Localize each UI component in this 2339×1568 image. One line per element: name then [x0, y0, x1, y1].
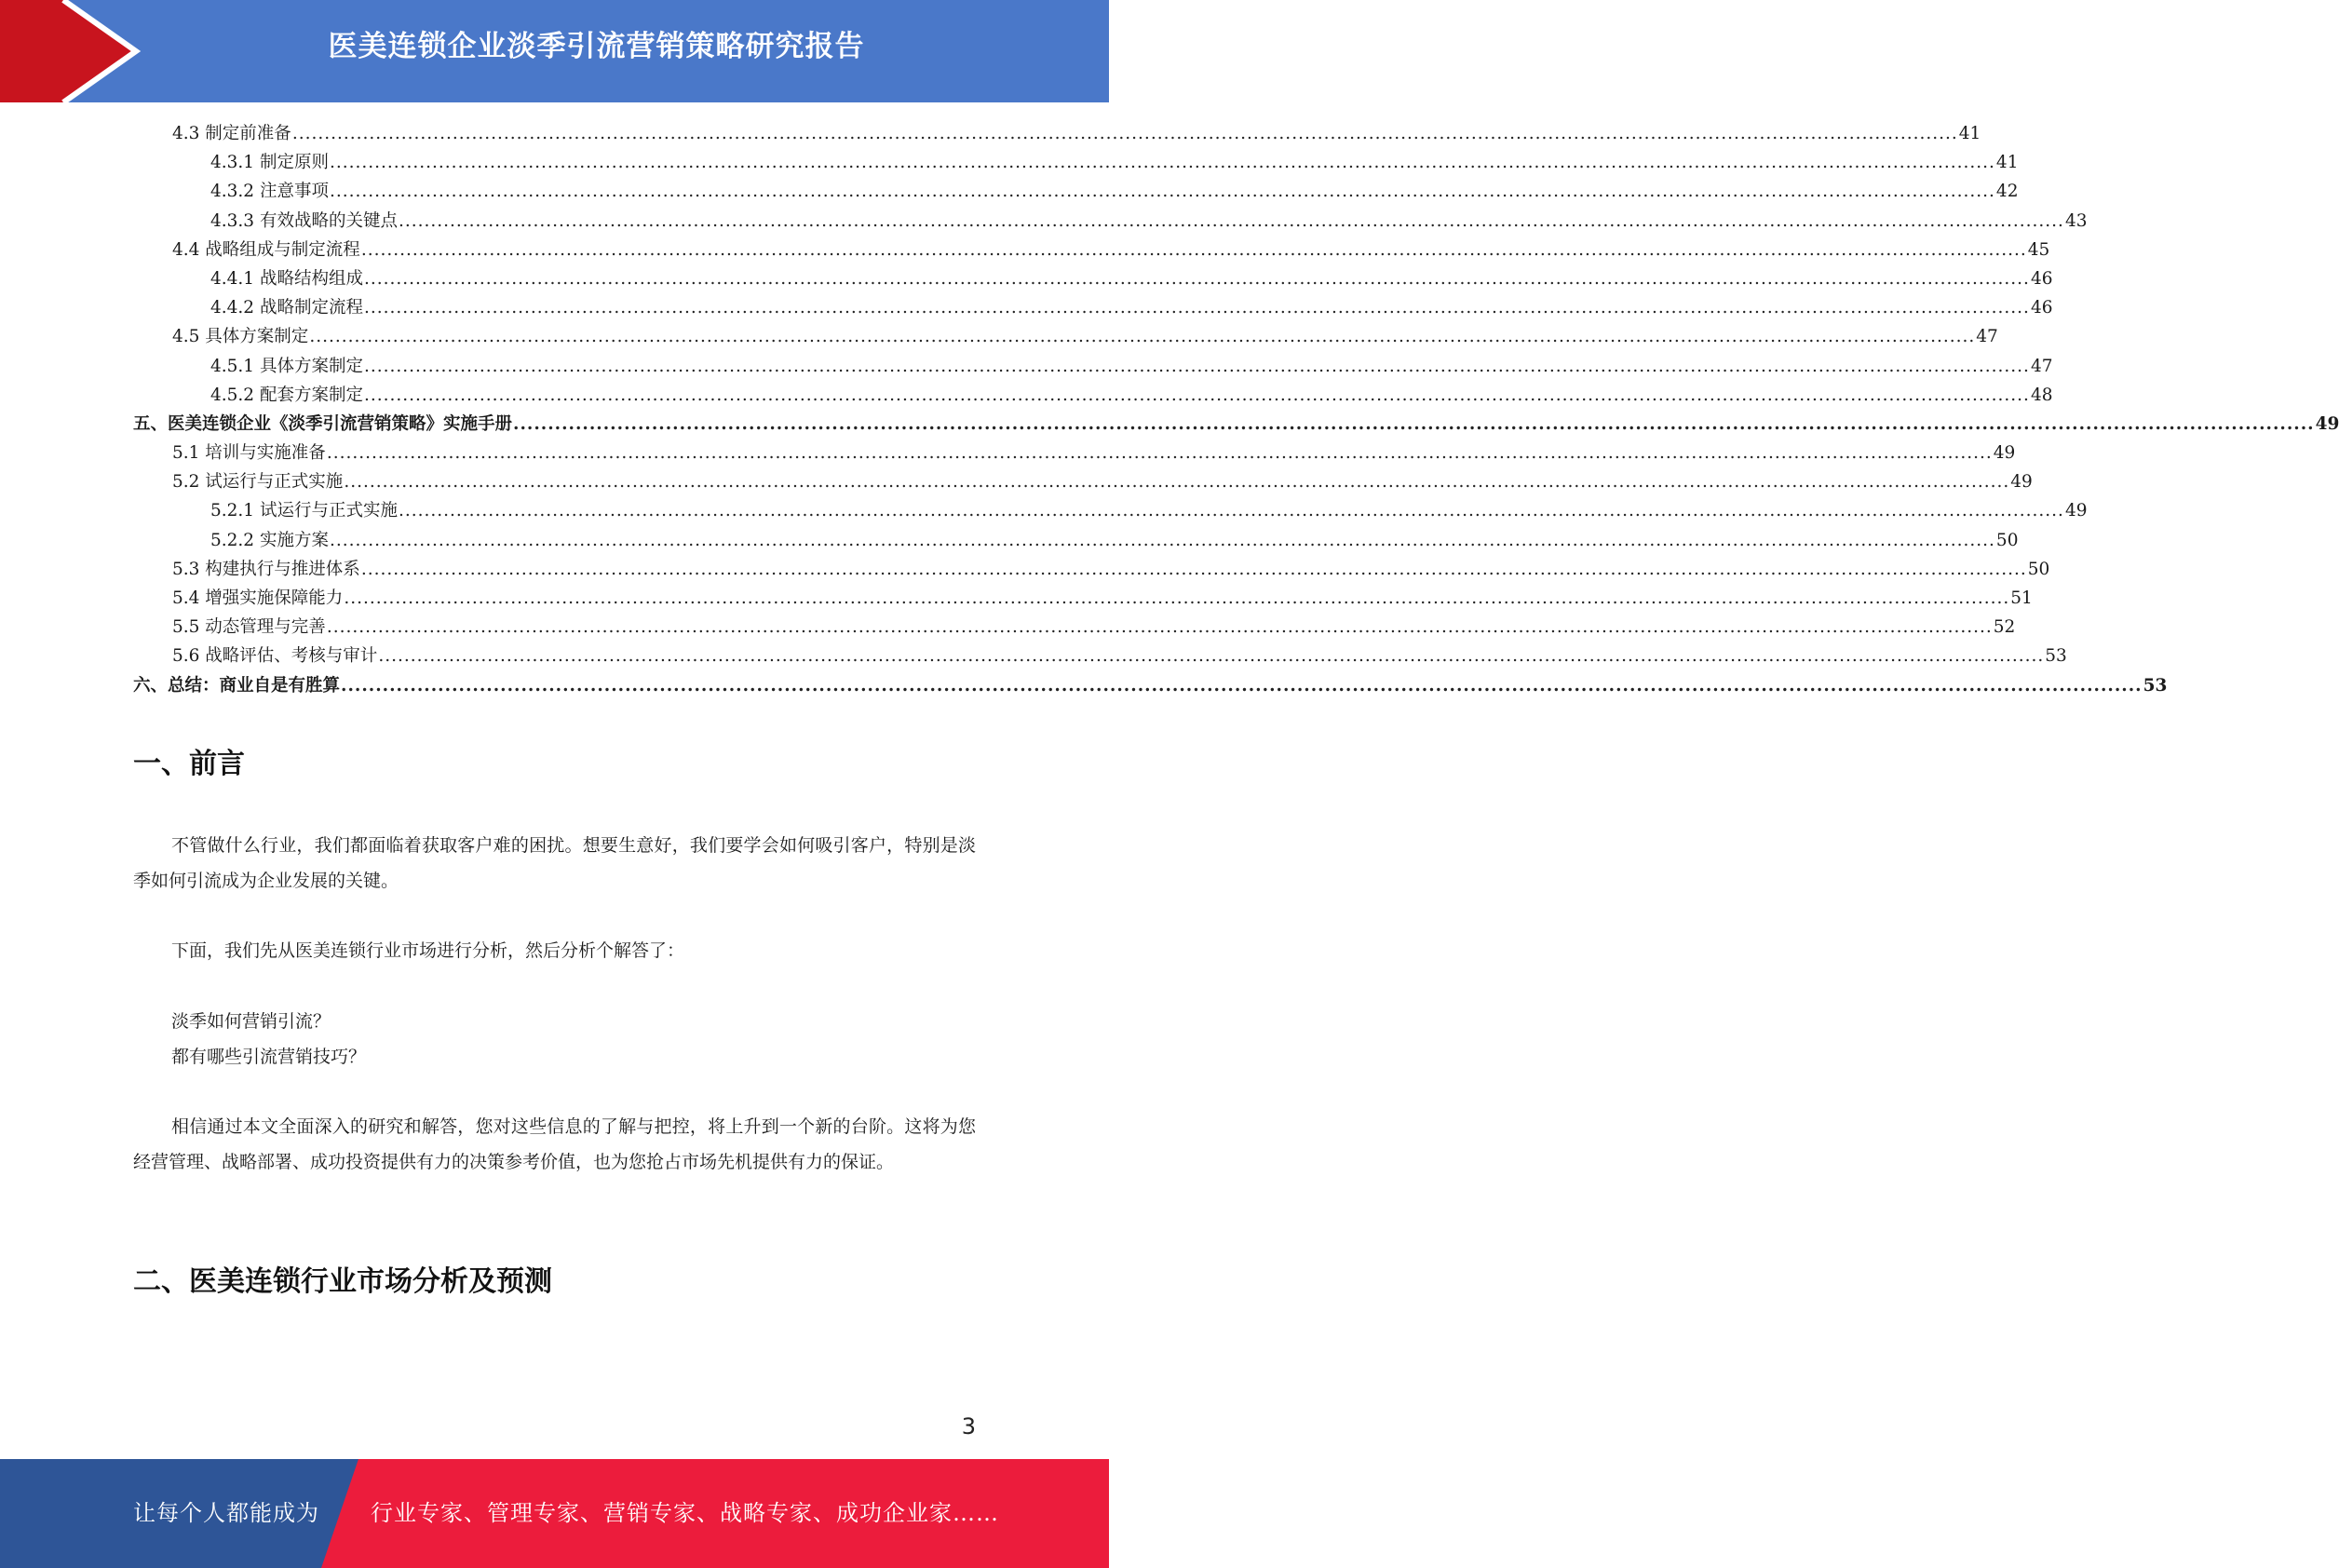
- toc-dot-leader: ....................................................................................................................................................................................................................................................................: [378, 646, 2045, 667]
- toc-dot-leader: ....................................................................................................................................................................................................................................................................: [398, 210, 2064, 231]
- toc-entry-page: 46: [2030, 268, 2053, 289]
- question-item: 淡季如何营销引流？: [171, 1011, 331, 1032]
- toc-entry-label: 5.4 增强实施保障能力: [172, 588, 344, 608]
- toc-entry-label: 4.3.2 注意事项: [210, 182, 329, 202]
- paragraph: 下面，我们先从医美连锁行业市场进行分析，然后分析个解答了：: [171, 940, 685, 961]
- toc-entry-label: 5.3 构建执行与推进体系: [172, 559, 360, 579]
- table-of-contents: [133, 119, 2339, 700]
- toc-dot-leader: ....................................................................................................................................................................................................................................................................: [326, 617, 1993, 638]
- toc-entry-page: 49: [1993, 443, 2016, 464]
- toc-entry[interactable]: [133, 322, 1998, 351]
- toc-entry-label: 4.5.1 具体方案制定: [210, 356, 363, 376]
- toc-entry-page: 53: [2045, 646, 2067, 667]
- toc-entry-label: 4.4 战略组成与制定流程: [172, 239, 360, 260]
- toc-entry-page: 50: [2027, 559, 2050, 579]
- toc-entry[interactable]: [133, 381, 2053, 410]
- toc-entry[interactable]: [133, 236, 2050, 264]
- toc-entry[interactable]: [133, 671, 2168, 700]
- toc-entry-label: 4.4.1 战略结构组成: [210, 268, 363, 289]
- toc-dot-leader: ....................................................................................................................................................................................................................................................................: [329, 153, 1995, 173]
- toc-entry-label: 4.3 制定前准备: [172, 124, 291, 143]
- toc-entry[interactable]: [133, 293, 2053, 322]
- toc-entry[interactable]: [133, 352, 2053, 381]
- toc-entry[interactable]: [133, 467, 2033, 496]
- page-header: [0, 0, 1109, 102]
- toc-entry[interactable]: [133, 410, 2339, 439]
- paragraph: 不管做什么行业，我们都面临着获取客户难的困扰。想要生意好，我们要学会如何吸引客户，特别是淡季如何引流成为企业发展的关键。: [133, 835, 976, 891]
- toc-entry-page: 48: [2030, 385, 2053, 405]
- toc-dot-leader: ....................................................................................................................................................................................................................................................................: [329, 530, 1995, 550]
- toc-entry[interactable]: [133, 264, 2053, 293]
- toc-entry[interactable]: [133, 207, 2088, 236]
- toc-entry-label: 5.1 培训与实施准备: [172, 443, 326, 464]
- toc-dot-leader: ....................................................................................................................................................................................................................................................................: [363, 356, 2030, 376]
- toc-entry-page: 43: [2064, 210, 2088, 231]
- toc-entry[interactable]: [133, 177, 2019, 206]
- toc-entry-label: 4.5 具体方案制定: [172, 327, 309, 347]
- toc-entry[interactable]: [133, 526, 2019, 555]
- report-title: 医美连锁企业淡季引流营销策略研究报告: [328, 30, 865, 63]
- toc-entry-label: 5.2.2 实施方案: [210, 530, 329, 550]
- toc-dot-leader: ....................................................................................................................................................................................................................................................................: [513, 413, 2315, 434]
- toc-entry[interactable]: [133, 148, 2019, 177]
- toc-entry-page: 41: [1995, 153, 2019, 173]
- section-heading-market-analysis: 二、医美连锁行业市场分析及预测: [133, 1265, 552, 1298]
- toc-dot-leader: ....................................................................................................................................................................................................................................................................: [344, 588, 2010, 608]
- page-number: 3: [961, 1413, 976, 1440]
- toc-entry-label: 4.3.1 制定原则: [210, 153, 329, 173]
- toc-entry-page: 49: [2064, 501, 2088, 521]
- toc-entry[interactable]: [133, 642, 2067, 670]
- toc-entry-page: 51: [2010, 588, 2033, 608]
- toc-entry-page: 52: [1993, 617, 2016, 638]
- toc-entry-label: 六、总结：商业自是有胜算: [133, 675, 341, 696]
- toc-entry-label: 五、医美连锁企业《淡季引流营销策略》实施手册: [133, 413, 513, 434]
- toc-dot-leader: ....................................................................................................................................................................................................................................................................: [398, 501, 2064, 521]
- toc-entry-page: 50: [1995, 530, 2019, 550]
- toc-entry-label: 5.6 战略评估、考核与审计: [172, 646, 378, 667]
- toc-entry-page: 41: [1958, 124, 1981, 143]
- toc-entry[interactable]: [133, 584, 2033, 613]
- footer-slogan-left: 让每个人都能成为: [133, 1500, 319, 1526]
- toc-dot-leader: ....................................................................................................................................................................................................................................................................: [291, 124, 1958, 143]
- toc-entry-label: 4.5.2 配套方案制定: [210, 385, 363, 405]
- toc-entry[interactable]: [133, 119, 1981, 148]
- toc-entry-page: 49: [2010, 472, 2033, 493]
- toc-dot-leader: ....................................................................................................................................................................................................................................................................: [363, 385, 2030, 405]
- section-heading-preface: 一、前言: [133, 748, 245, 780]
- toc-entry-page: 49: [2315, 413, 2339, 434]
- toc-entry[interactable]: [133, 439, 2016, 467]
- toc-entry[interactable]: [133, 613, 2016, 642]
- toc-entry-label: 5.2.1 试运行与正式实施: [210, 501, 398, 521]
- toc-entry-label: 5.2 试运行与正式实施: [172, 472, 344, 493]
- toc-dot-leader: ....................................................................................................................................................................................................................................................................: [363, 298, 2030, 318]
- red-chevron-logo: [0, 0, 140, 102]
- toc-entry-page: 46: [2030, 298, 2053, 318]
- toc-entry-page: 47: [2030, 356, 2053, 376]
- toc-dot-leader: ....................................................................................................................................................................................................................................................................: [363, 268, 2030, 289]
- toc-dot-leader: ....................................................................................................................................................................................................................................................................: [341, 675, 2143, 696]
- toc-entry-page: 45: [2027, 239, 2050, 260]
- toc-dot-leader: ....................................................................................................................................................................................................................................................................: [326, 443, 1993, 464]
- toc-entry-label: 4.4.2 战略制定流程: [210, 298, 363, 318]
- toc-entry[interactable]: [133, 555, 2050, 584]
- paragraph: 相信通过本文全面深入的研究和解答，您对这些信息的了解与把控，将上升到一个新的台阶。这将为您经营管理、战略部署、成功投资提供有力的决策参考价值，也为您抢占市场先机提供有力的保证。: [133, 1116, 976, 1172]
- toc-entry-page: 42: [1995, 182, 2019, 202]
- toc-dot-leader: ....................................................................................................................................................................................................................................................................: [329, 182, 1995, 202]
- footer-slogan-right: 行业专家、管理专家、营销专家、战略专家、成功企业家……: [371, 1500, 999, 1526]
- toc-entry-label: 5.5 动态管理与完善: [172, 617, 326, 638]
- toc-dot-leader: ....................................................................................................................................................................................................................................................................: [360, 559, 2027, 579]
- toc-dot-leader: ....................................................................................................................................................................................................................................................................: [344, 472, 2010, 493]
- toc-entry[interactable]: [133, 496, 2088, 525]
- toc-entry-page: 53: [2143, 675, 2168, 696]
- question-item: 都有哪些引流营销技巧？: [171, 1047, 367, 1067]
- toc-entry-label: 4.3.3 有效战略的关键点: [210, 210, 398, 231]
- toc-dot-leader: ....................................................................................................................................................................................................................................................................: [309, 327, 1976, 347]
- page-footer: [0, 1459, 1109, 1568]
- toc-dot-leader: ....................................................................................................................................................................................................................................................................: [360, 239, 2027, 260]
- toc-entry-page: 47: [1976, 327, 1998, 347]
